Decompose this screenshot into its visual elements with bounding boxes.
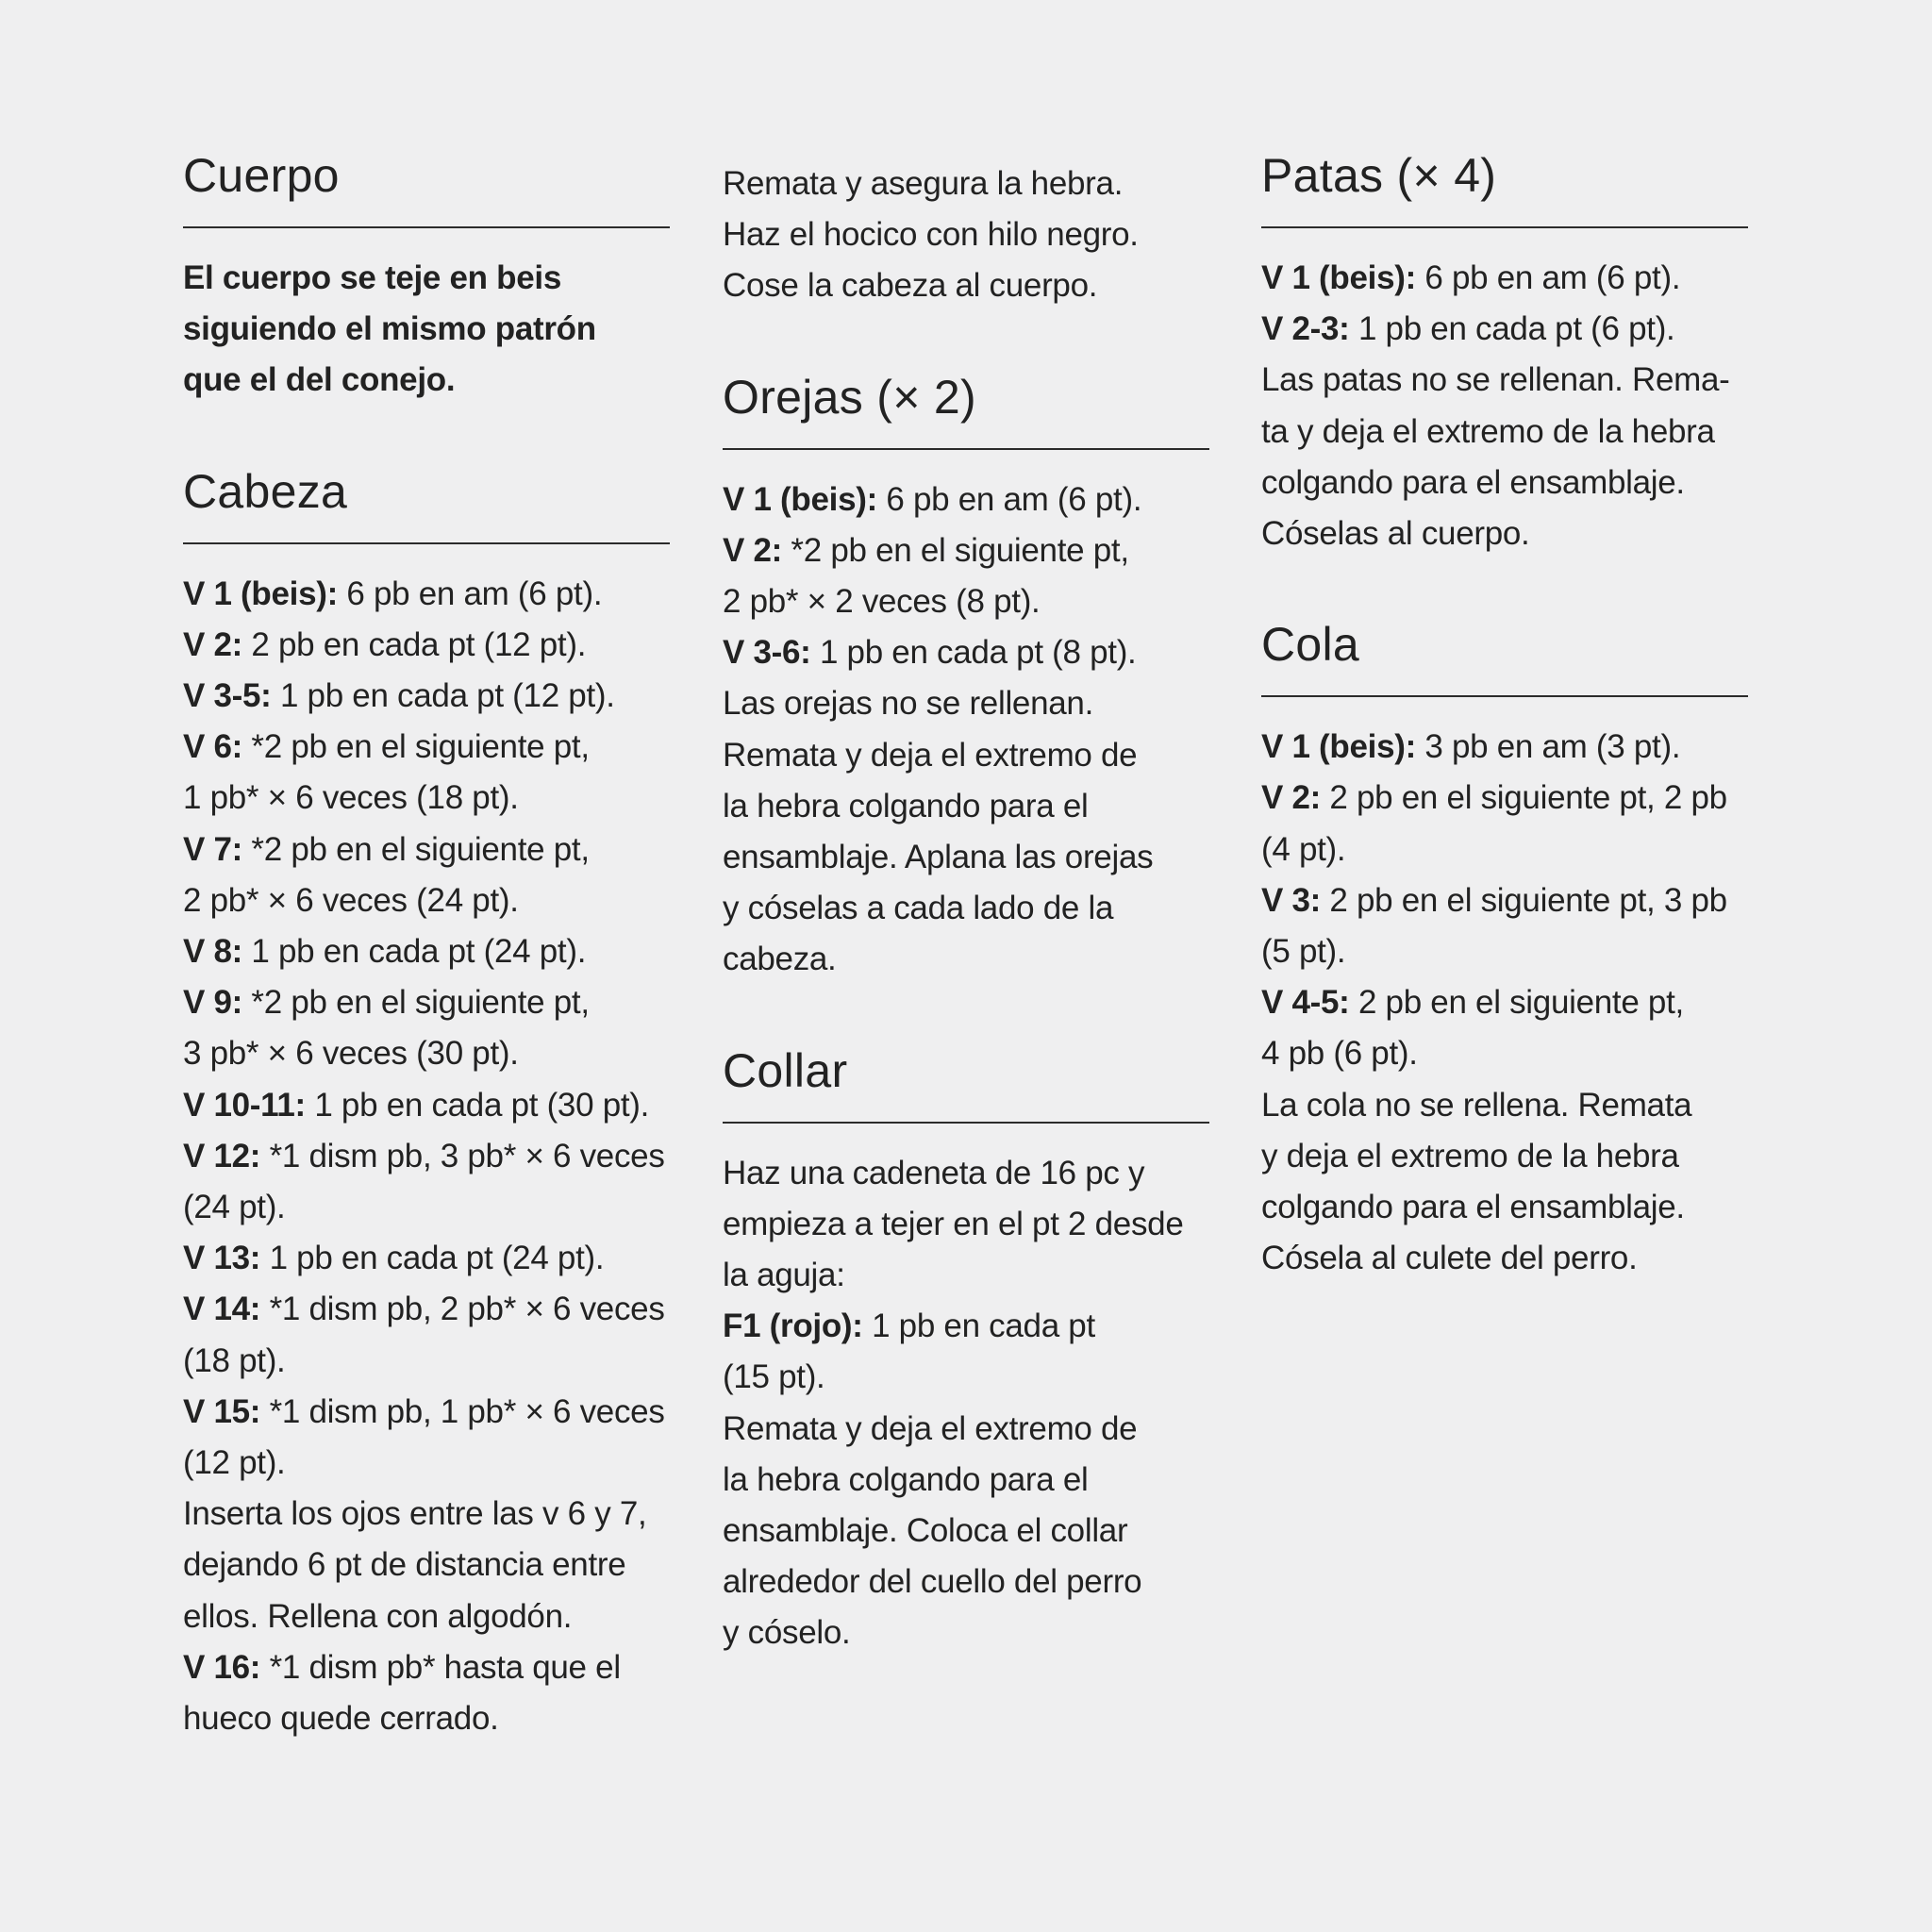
pattern-line <box>723 627 1209 678</box>
pattern-line <box>183 1336 670 1387</box>
section-title: Patas (× 4) <box>1261 149 1497 202</box>
column-right <box>1261 142 1748 1335</box>
instruction-text: Cóselas al cuerpo. <box>1261 515 1530 553</box>
instruction-text: cabeza. <box>723 941 837 978</box>
instruction-text: ellos. Rellena con algodón. <box>183 1597 573 1635</box>
instruction-text: 2 pb* × 6 veces (24 pt). <box>183 881 519 919</box>
instruction-text: 4 pb (6 pt). <box>1261 1035 1418 1073</box>
pattern-line <box>1261 508 1748 559</box>
pattern-line <box>723 576 1209 627</box>
pattern-line <box>183 773 670 824</box>
instruction-text: 1 pb en cada pt (12 pt). <box>271 677 615 715</box>
pattern-line <box>723 1455 1209 1506</box>
section-patas-4 <box>1261 142 1748 559</box>
pattern-line <box>183 1438 670 1489</box>
pattern-line <box>183 253 670 304</box>
instruction-text: *2 pb en el siguiente pt, <box>242 728 590 766</box>
section-title: Cola <box>1261 618 1360 672</box>
round-label: V 3-5: <box>183 677 272 715</box>
instruction-text: Haz el hocico con hilo negro. <box>723 216 1139 254</box>
round-label: V 1 (beis): <box>1261 259 1416 296</box>
round-label: V 9: <box>183 984 242 1022</box>
pattern-line <box>723 678 1209 729</box>
section-title: Collar <box>723 1043 848 1097</box>
instruction-text: Las orejas no se rellenan. <box>723 685 1094 723</box>
instruction-text: *2 pb en el siguiente pt, <box>242 830 590 868</box>
instruction-text: 3 pb* × 6 veces (30 pt). <box>183 1035 519 1073</box>
instruction-text: 2 pb en cada pt (12 pt). <box>242 625 587 663</box>
pattern-line <box>723 1506 1209 1557</box>
round-label: V 1 (beis): <box>183 575 338 612</box>
pattern-line <box>183 355 670 406</box>
column-left <box>183 142 670 1795</box>
instruction-text: la hebra colgando para el <box>723 787 1089 824</box>
pattern-line <box>183 1131 670 1182</box>
instruction-text: 2 pb en el siguiente pt, <box>1349 984 1684 1022</box>
pattern-line <box>723 1352 1209 1403</box>
instruction-text: *2 pb en el siguiente pt, <box>242 984 590 1022</box>
pattern-line <box>1261 773 1748 824</box>
section-orejas-2 <box>723 363 1209 986</box>
instruction-text: El cuerpo se teje en beis <box>183 259 561 296</box>
instruction-text: colgando para el ensamblaje. <box>1261 463 1685 501</box>
pattern-line <box>183 824 670 875</box>
pattern-line <box>723 1199 1209 1250</box>
instruction-text: y deja el extremo de la hebra <box>1261 1137 1679 1174</box>
instruction-text: 1 pb en cada pt <box>862 1307 1095 1345</box>
instruction-text: *1 dism pb, 1 pb* × 6 veces <box>260 1392 665 1430</box>
instruction-text: Cose la cabeza al cuerpo. <box>723 267 1098 305</box>
pattern-line <box>1261 926 1748 977</box>
round-label: V 1 (beis): <box>1261 728 1416 766</box>
round-label: V 4-5: <box>1261 984 1350 1022</box>
instruction-text: 1 pb en cada pt (8 pt). <box>810 634 1137 672</box>
instruction-text: 1 pb en cada pt (6 pt). <box>1349 310 1675 348</box>
pattern-line <box>1261 407 1748 458</box>
pattern-line <box>1261 824 1748 875</box>
pattern-line <box>1261 1182 1748 1233</box>
pattern-line <box>723 209 1209 260</box>
round-label: V 2: <box>183 625 242 663</box>
pattern-line <box>183 875 670 926</box>
section-divider <box>183 542 670 544</box>
instruction-text: y cóselas a cada lado de la <box>723 890 1114 927</box>
pattern-line <box>183 569 670 620</box>
instruction-text: ta y deja el extremo de la hebra <box>1261 412 1715 450</box>
instruction-text: *1 dism pb, 3 pb* × 6 veces <box>260 1137 665 1174</box>
instruction-text: empieza a tejer en el pt 2 desde <box>723 1205 1184 1242</box>
instruction-text: Remata y asegura la hebra. <box>723 165 1124 202</box>
instruction-text: 6 pb en am (6 pt). <box>876 480 1142 518</box>
pattern-line <box>183 1489 670 1540</box>
pattern-line <box>723 158 1209 209</box>
pattern-line <box>1261 722 1748 773</box>
instruction-text: Inserta los ojos entre las v 6 y 7, <box>183 1495 647 1533</box>
section-divider <box>1261 226 1748 228</box>
round-label: V 7: <box>183 830 242 868</box>
pattern-line <box>723 1557 1209 1607</box>
pattern-line <box>1261 1131 1748 1182</box>
round-label: V 13: <box>183 1240 261 1277</box>
round-label: V 6: <box>183 728 242 766</box>
instruction-text: colgando para el ensamblaje. <box>1261 1189 1685 1226</box>
instruction-text: alrededor del cuello del perro <box>723 1563 1142 1601</box>
pattern-line <box>183 1591 670 1642</box>
pattern-line <box>183 1233 670 1284</box>
pattern-line <box>723 1250 1209 1301</box>
instruction-text: *1 dism pb* hasta que el <box>260 1648 621 1686</box>
column-middle <box>723 158 1209 1710</box>
instruction-text: ensamblaje. Aplana las orejas <box>723 839 1154 876</box>
round-label: V 2: <box>723 531 782 569</box>
section-divider <box>183 226 670 228</box>
round-label: V 14: <box>183 1291 261 1328</box>
section-title: Cabeza <box>183 464 348 518</box>
section-cola <box>1261 610 1748 1284</box>
pattern-line <box>723 1301 1209 1352</box>
pattern-line <box>183 1387 670 1438</box>
instruction-text: la aguja: <box>723 1257 845 1294</box>
pattern-line <box>183 1284 670 1335</box>
instruction-text: (15 pt). <box>723 1358 825 1396</box>
round-label: V 2: <box>1261 779 1321 817</box>
pattern-line <box>1261 1080 1748 1131</box>
instruction-text: que el del conejo. <box>183 361 456 399</box>
instruction-text: Remata y deja el extremo de <box>723 1409 1138 1447</box>
round-label: F1 (rojo): <box>723 1307 863 1345</box>
section-divider <box>723 1122 1209 1124</box>
section-collar <box>723 1037 1209 1659</box>
section-title: Orejas (× 2) <box>723 370 976 424</box>
instruction-text: Remata y deja el extremo de <box>723 736 1138 774</box>
instruction-text: (5 pt). <box>1261 933 1346 971</box>
instruction-text: (12 pt). <box>183 1444 286 1482</box>
instruction-text: Las patas no se rellenan. Rema- <box>1261 361 1730 399</box>
pattern-line <box>1261 875 1748 926</box>
instruction-text: Cósela al culete del perro. <box>1261 1240 1638 1277</box>
instruction-text: 2 pb en el siguiente pt, 3 pb <box>1321 881 1727 919</box>
pattern-line <box>1261 253 1748 304</box>
pattern-line <box>723 730 1209 781</box>
pattern-line <box>723 934 1209 985</box>
instruction-text: (24 pt). <box>183 1189 286 1226</box>
instruction-text: ensamblaje. Coloca el collar <box>723 1512 1128 1550</box>
instruction-text: 2 pb en el siguiente pt, 2 pb <box>1321 779 1727 817</box>
pattern-line <box>183 671 670 722</box>
instruction-text: dejando 6 pt de distancia entre <box>183 1546 626 1584</box>
round-label: V 3: <box>1261 881 1321 919</box>
round-label: V 3-6: <box>723 634 811 672</box>
instruction-text: *2 pb en el siguiente pt, <box>782 531 1129 569</box>
pattern-line <box>723 883 1209 934</box>
instruction-text: 6 pb en am (6 pt). <box>1415 259 1681 296</box>
pattern-line <box>183 1693 670 1744</box>
instruction-text: 1 pb* × 6 veces (18 pt). <box>183 779 519 817</box>
round-label: V 15: <box>183 1392 261 1430</box>
pattern-line <box>1261 977 1748 1028</box>
instruction-text: hueco quede cerrado. <box>183 1700 499 1738</box>
pattern-line <box>1261 1028 1748 1079</box>
round-label: V 10-11: <box>183 1086 306 1124</box>
pattern-line <box>183 1028 670 1079</box>
pattern-line <box>1261 458 1748 508</box>
pattern-line <box>183 722 670 773</box>
pattern-line <box>183 1182 670 1233</box>
instruction-text: siguiendo el mismo patrón <box>183 310 596 348</box>
pattern-line <box>183 620 670 671</box>
pattern-line <box>723 832 1209 883</box>
round-label: V 16: <box>183 1648 261 1686</box>
pattern-line <box>723 1607 1209 1658</box>
pattern-line <box>183 304 670 355</box>
round-label: V 12: <box>183 1137 261 1174</box>
pattern-line <box>183 1540 670 1591</box>
pattern-line <box>183 977 670 1028</box>
pattern-line <box>723 1404 1209 1455</box>
instruction-text: 6 pb en am (6 pt). <box>337 575 603 612</box>
section-continuation <box>723 158 1209 312</box>
instruction-text: y cóselo. <box>723 1614 851 1652</box>
round-label: V 1 (beis): <box>723 480 877 518</box>
pattern-line <box>1261 1233 1748 1284</box>
instruction-text: La cola no se rellena. Remata <box>1261 1086 1692 1124</box>
section-cabeza <box>183 458 670 1745</box>
pattern-line <box>1261 304 1748 355</box>
section-divider <box>1261 695 1748 697</box>
pattern-line <box>723 475 1209 525</box>
instruction-text: la hebra colgando para el <box>723 1460 1089 1498</box>
pattern-line <box>723 260 1209 311</box>
section-title: Cuerpo <box>183 149 340 202</box>
instruction-text: 1 pb en cada pt (24 pt). <box>260 1240 605 1277</box>
pattern-line <box>723 781 1209 832</box>
instruction-text: 2 pb* × 2 veces (8 pt). <box>723 583 1041 621</box>
pattern-line <box>183 926 670 977</box>
pattern-line <box>183 1642 670 1693</box>
round-label: V 2-3: <box>1261 310 1350 348</box>
instruction-text: (18 pt). <box>183 1341 286 1379</box>
instruction-text: 1 pb en cada pt (30 pt). <box>305 1086 650 1124</box>
instruction-text: 1 pb en cada pt (24 pt). <box>242 933 587 971</box>
instruction-text: Haz una cadeneta de 16 pc y <box>723 1154 1145 1191</box>
section-cuerpo <box>183 142 670 407</box>
round-label: V 8: <box>183 933 242 971</box>
pattern-line <box>1261 355 1748 406</box>
pattern-line <box>183 1080 670 1131</box>
pattern-line <box>723 1148 1209 1199</box>
instruction-text: *1 dism pb, 2 pb* × 6 veces <box>260 1291 665 1328</box>
pattern-line <box>723 525 1209 576</box>
instruction-text: (4 pt). <box>1261 830 1346 868</box>
section-divider <box>723 448 1209 450</box>
instruction-text: 3 pb en am (3 pt). <box>1415 728 1681 766</box>
